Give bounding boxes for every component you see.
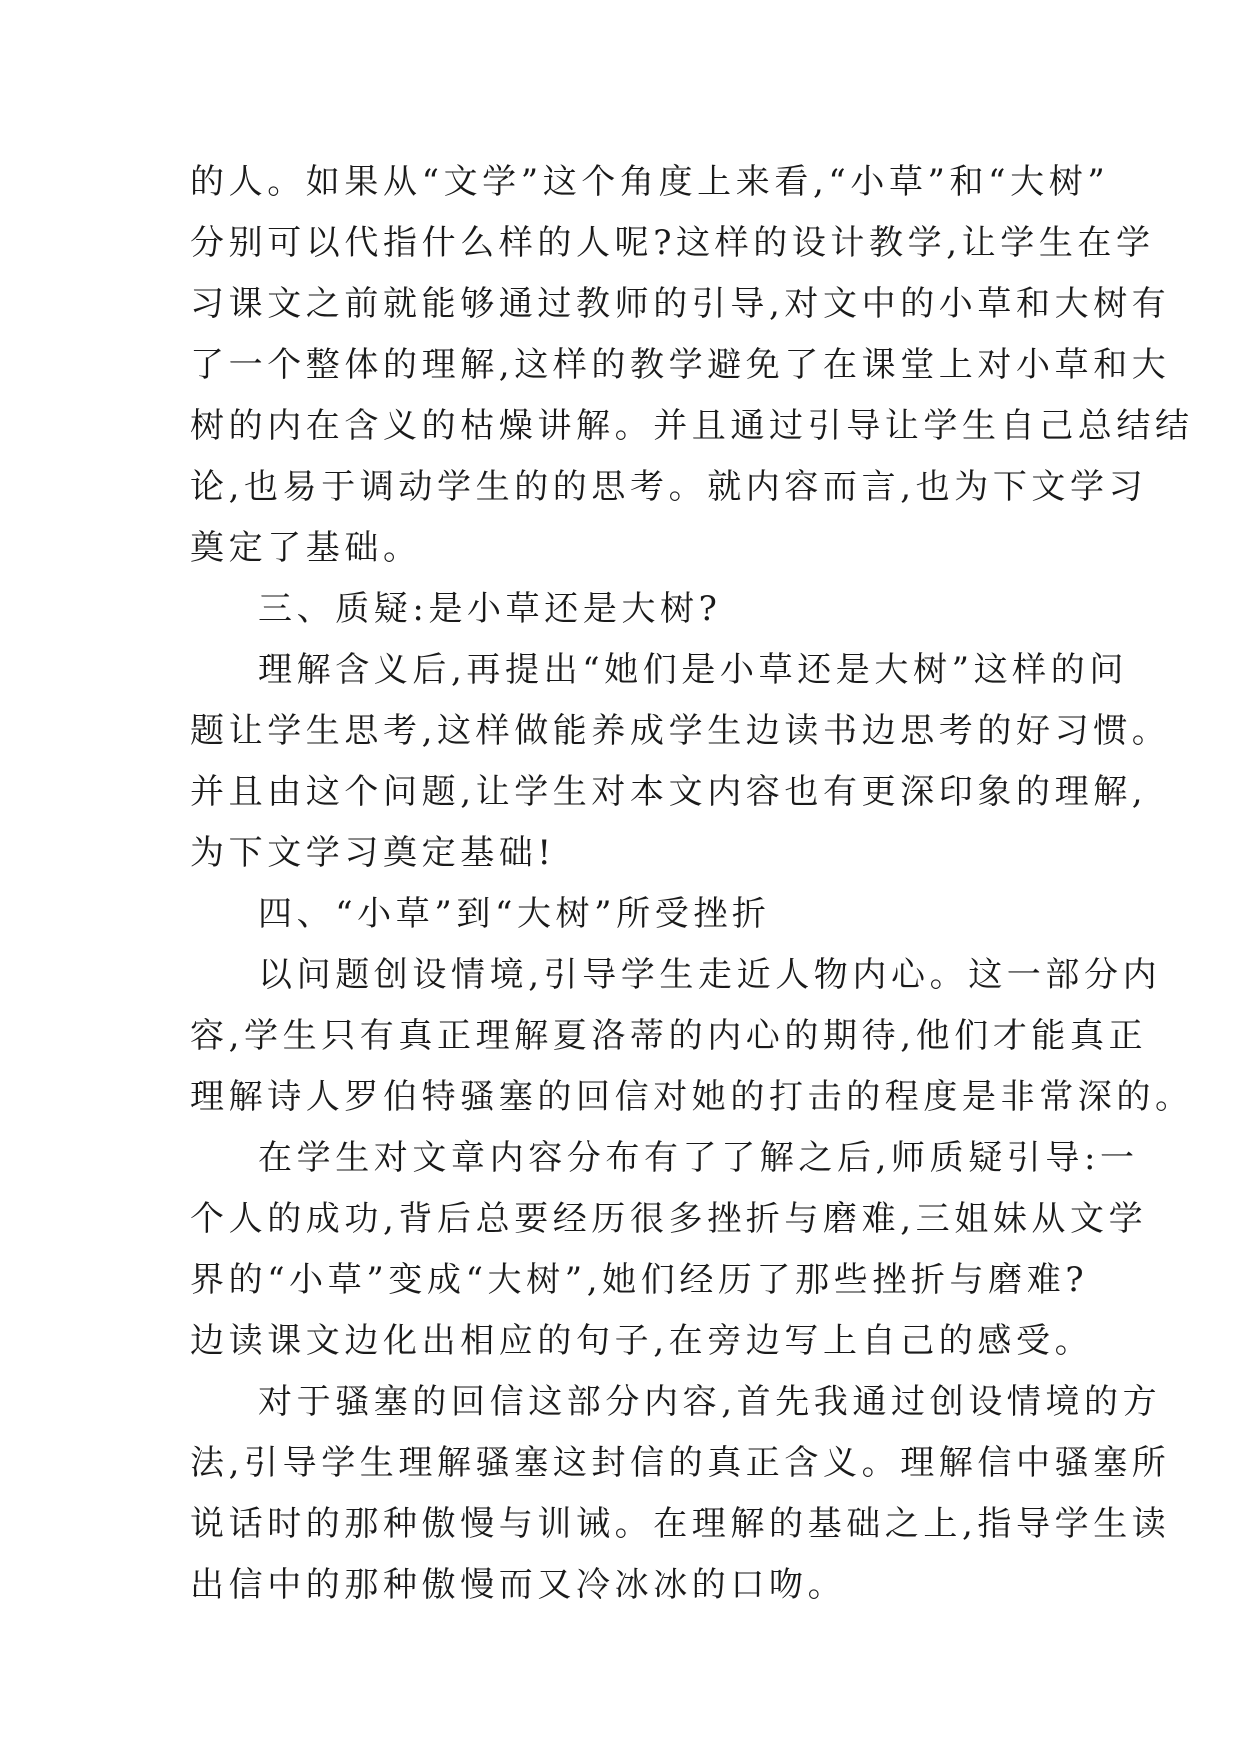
- text-line: 界的“小草”变成“大树”,她们经历了那些挫折与磨难?: [190, 1260, 1089, 1300]
- text-line: 理解含义后,再提出“她们是小草还是大树”这样的问: [258, 650, 1128, 690]
- text-line: 个人的成功,背后总要经历很多挫折与磨难,三姐妹从文学: [190, 1199, 1148, 1239]
- text-line: 习课文之前就能够通过教师的引导,对文中的小草和大树有: [190, 284, 1171, 324]
- section-heading-4: 四、“小草”到“大树”所受挫折: [258, 894, 771, 934]
- text-line: 以问题创设情境,引导学生走近人物内心。这一部分内: [258, 955, 1162, 995]
- text-line: 了一个整体的理解,这样的教学避免了在课堂上对小草和大: [190, 345, 1171, 385]
- text-line: 法,引导学生理解骚塞这封信的真正含义。理解信中骚塞所: [190, 1443, 1171, 1483]
- text-line: 分别可以代指什么样的人呢?这样的设计教学,让学生在学: [190, 223, 1155, 263]
- text-line: 的人。如果从“文学”这个角度上来看,“小草”和“大树”: [190, 162, 1110, 202]
- text-line: 并且由这个问题,让学生对本文内容也有更深印象的理解,: [190, 772, 1148, 812]
- text-line: 理解诗人罗伯特骚塞的回信对她的打击的程度是非常深的。: [190, 1077, 1194, 1117]
- text-line: 树的内在含义的枯燥讲解。并且通过引导让学生自己总结结: [190, 406, 1194, 446]
- text-line: 出信中的那种傲慢而又冷冰冰的口吻。: [190, 1565, 847, 1605]
- text-line: 奠定了基础。: [190, 528, 422, 568]
- text-line: 为下文学习奠定基础!: [190, 833, 556, 873]
- text-line: 题让学生思考,这样做能养成学生边读书边思考的好习惯。: [190, 711, 1171, 751]
- text-line: 在学生对文章内容分布有了了解之后,师质疑引导:一: [258, 1138, 1139, 1178]
- text-line: 说话时的那种傲慢与训诫。在理解的基础之上,指导学生读: [190, 1504, 1171, 1544]
- text-line: 边读课文边化出相应的句子,在旁边写上自己的感受。: [190, 1321, 1094, 1361]
- section-heading-3: 三、质疑:是小草还是大树?: [258, 589, 722, 629]
- text-line: 容,学生只有真正理解夏洛蒂的内心的期待,他们才能真正: [190, 1016, 1148, 1056]
- document-body: [190, 152, 1194, 1616]
- text-line: 对于骚塞的回信这部分内容,首先我通过创设情境的方: [258, 1382, 1162, 1422]
- text-line: 论,也易于调动学生的的思考。就内容而言,也为下文学习: [190, 467, 1148, 507]
